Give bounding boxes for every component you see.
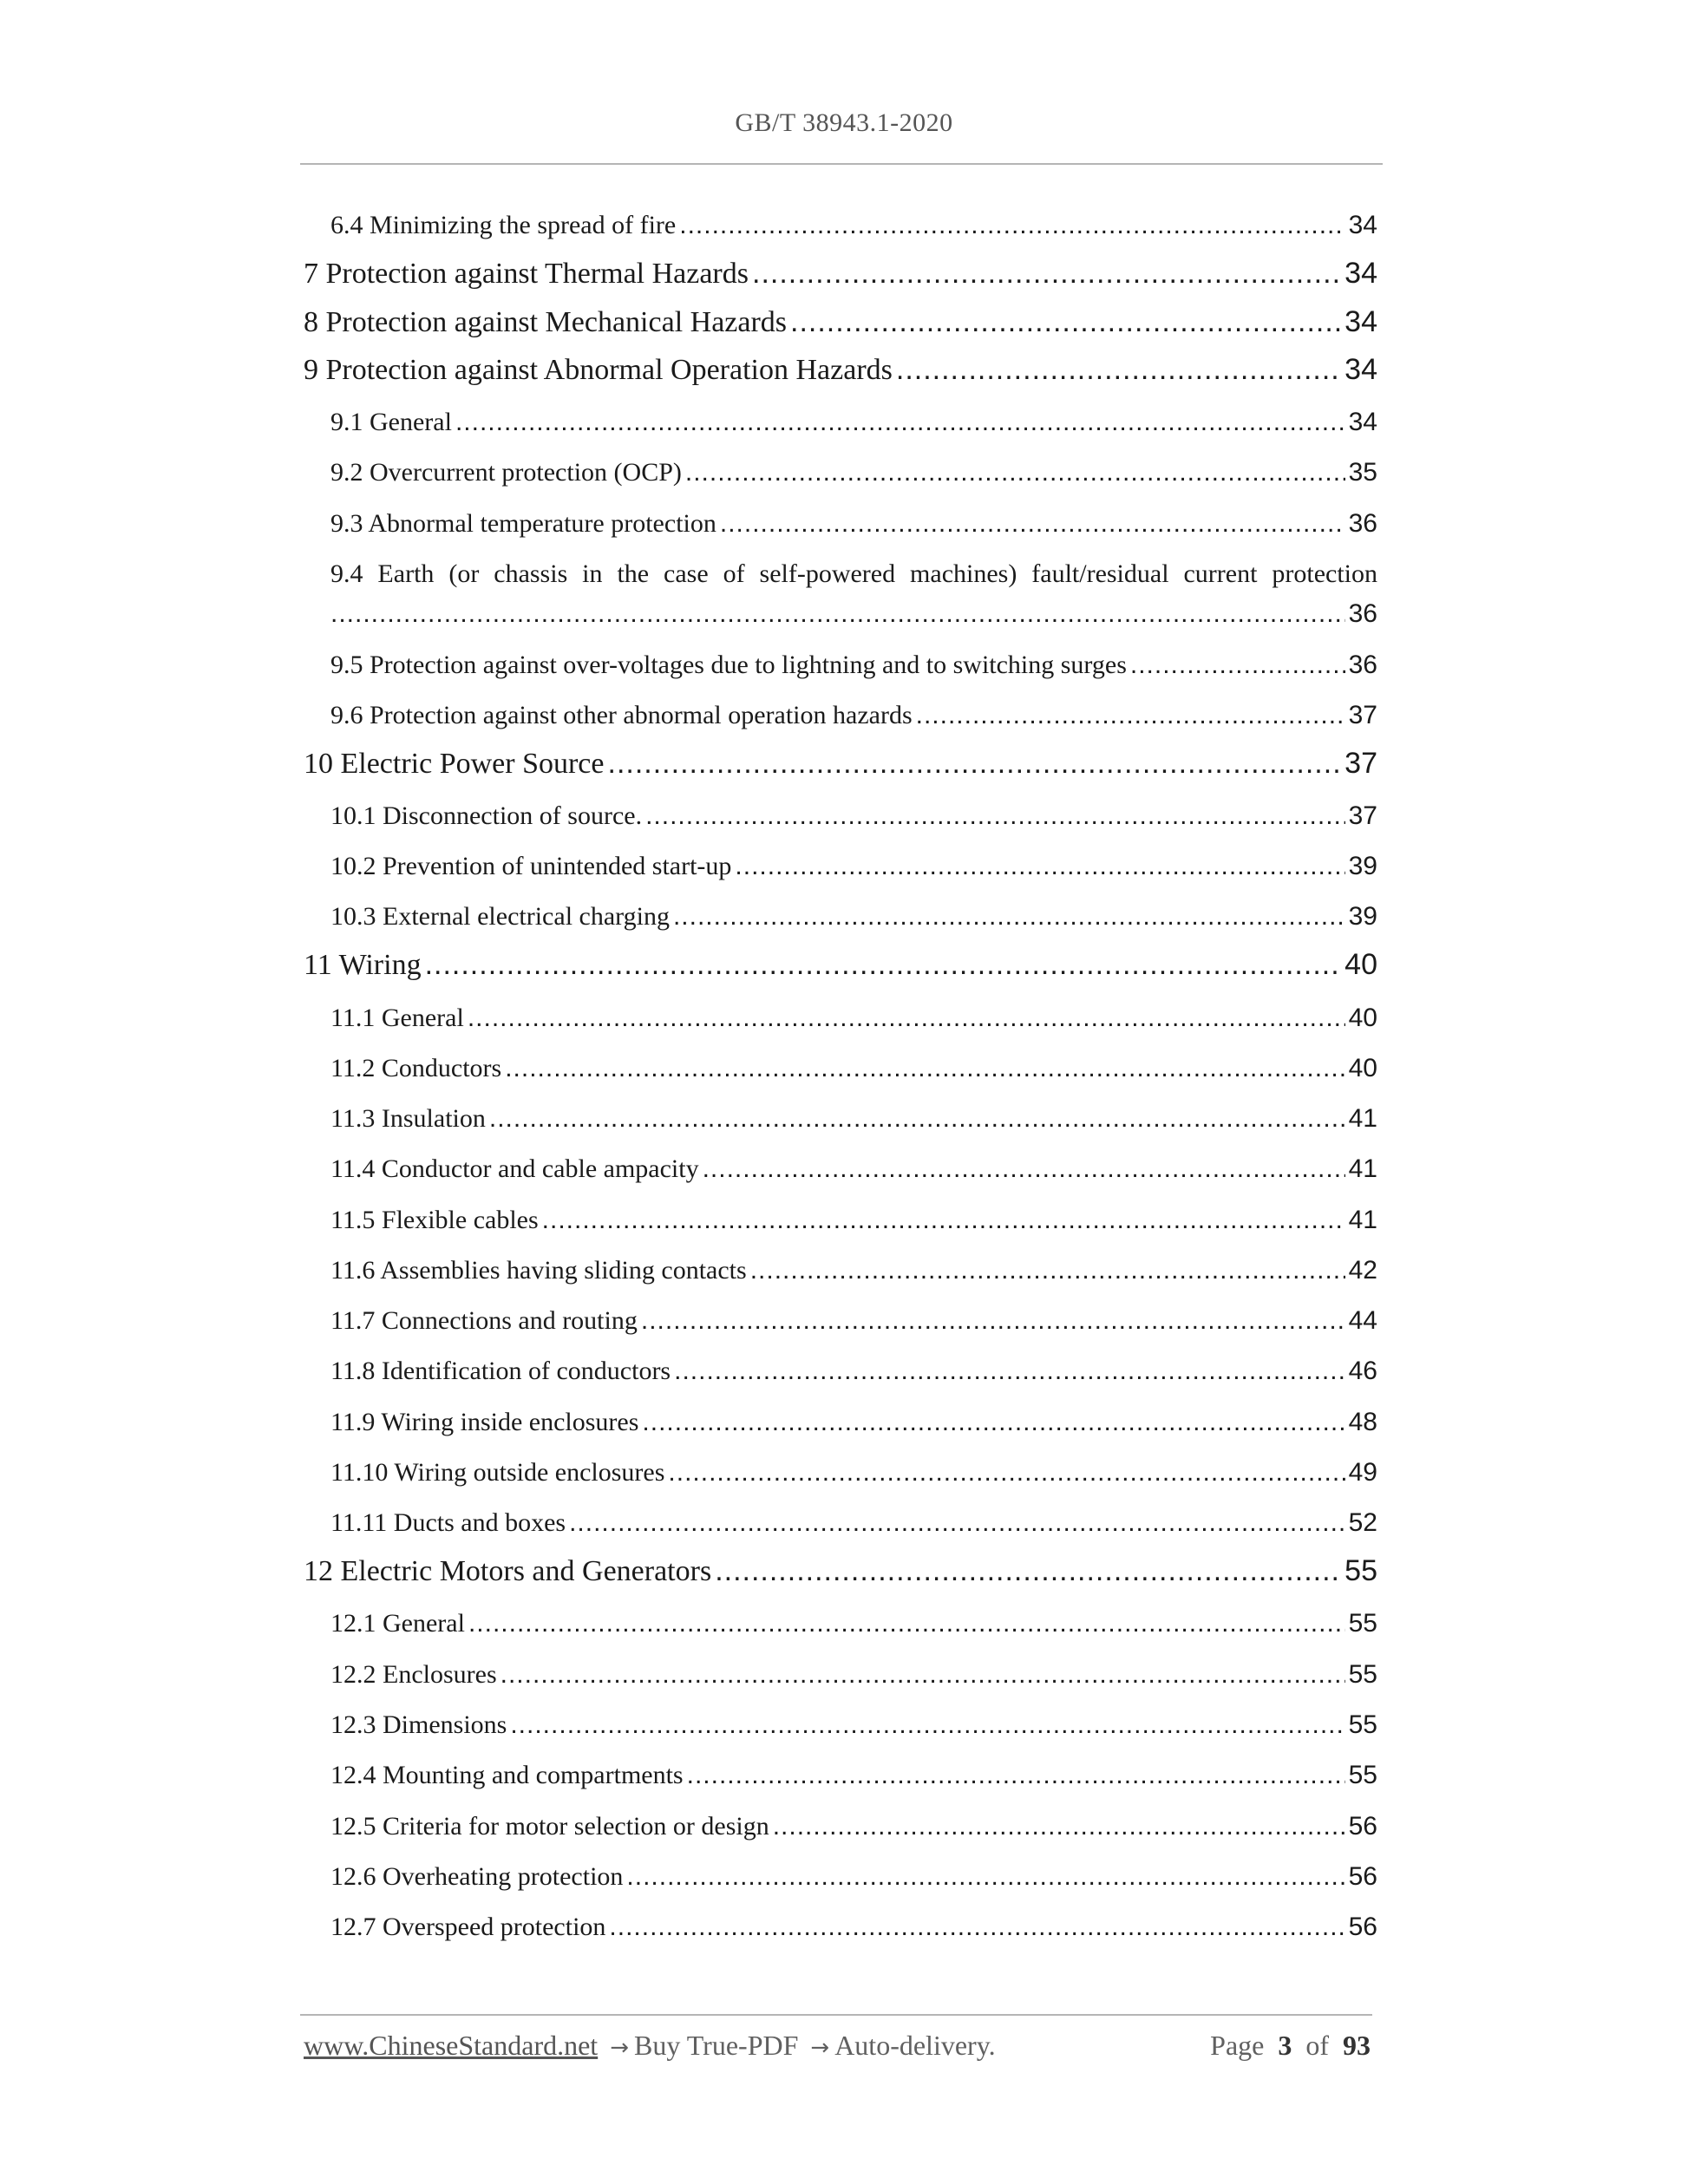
toc-entry-page: 34 (1345, 305, 1377, 338)
toc-entry-label: 9.3 Abnormal temperature protection (330, 509, 716, 538)
dot-leader (609, 1913, 1345, 1942)
toc-entry[interactable] (304, 852, 1377, 881)
toc-entry-label: 12.1 General (330, 1609, 465, 1638)
toc-entry[interactable] (304, 701, 1377, 730)
dot-leader (642, 1408, 1345, 1437)
page-word: Page (1210, 2030, 1265, 2061)
toc-entry[interactable] (304, 257, 1377, 291)
toc-entry-label: 10.3 External electrical charging (330, 902, 670, 931)
page-indicator (1210, 2030, 1371, 2062)
toc-entry-page: 56 (1348, 1913, 1377, 1941)
dot-leader (608, 747, 1342, 781)
toc-entry[interactable] (304, 353, 1377, 387)
dot-leader (468, 1004, 1345, 1033)
toc-entry-label: 11.1 General (330, 1004, 464, 1032)
toc-entry-page: 44 (1348, 1306, 1377, 1335)
toc-entry-page: 41 (1348, 1104, 1377, 1133)
toc-entry-page: 37 (1348, 701, 1377, 729)
toc-entry[interactable] (304, 1206, 1377, 1235)
toc-entry-page: 40 (1348, 1054, 1377, 1082)
dot-leader (668, 1458, 1345, 1488)
toc-entry-label: 12.3 Dimensions (330, 1710, 507, 1739)
toc-entry-label: 11.8 Identification of conductors (330, 1357, 671, 1385)
auto-delivery-text: Auto-delivery. (834, 2030, 996, 2061)
toc-entry-page: 39 (1348, 902, 1377, 931)
toc-entry-label: 8 Protection against Mechanical Hazards (304, 306, 788, 338)
toc-entry-page: 36 (1348, 509, 1377, 538)
toc-entry[interactable] (304, 1761, 1377, 1790)
toc-entry-page: 37 (1348, 801, 1377, 830)
arrow-right-icon: → (810, 2035, 830, 2061)
toc-entry-continuation[interactable] (304, 599, 1377, 629)
dot-leader (330, 599, 1345, 629)
toc-entry-page: 40 (1345, 948, 1377, 981)
dot-leader (468, 1609, 1345, 1638)
toc-entry-page: 55 (1348, 1609, 1377, 1638)
toc-entry-page: 55 (1348, 1761, 1377, 1789)
toc-entry[interactable] (304, 458, 1377, 487)
toc-entry-label: 9.5 Protection against over-voltages due to lightning and to switching surges (330, 651, 1127, 679)
dot-leader (750, 1256, 1345, 1285)
dot-leader (1130, 651, 1345, 680)
dot-leader (626, 1862, 1345, 1892)
dot-leader (501, 1660, 1345, 1690)
dot-leader (715, 1554, 1341, 1588)
toc-entry-label: 11.9 Wiring inside enclosures (330, 1408, 639, 1436)
toc-entry[interactable] (304, 1812, 1377, 1841)
dot-leader (542, 1206, 1345, 1235)
toc-entry-label: 11.6 Assemblies having sliding contacts (330, 1256, 747, 1285)
toc-entry[interactable] (304, 1554, 1377, 1588)
toc-entry[interactable] (304, 1104, 1377, 1134)
dot-leader (645, 801, 1345, 831)
toc-entry-page: 41 (1348, 1154, 1377, 1183)
toc-entry-page: 46 (1348, 1357, 1377, 1385)
toc-entry-page: 55 (1348, 1660, 1377, 1689)
toc-entry[interactable] (304, 1357, 1377, 1386)
toc-entry-label-wrapped[interactable]: 9.4 Earth (or chassis in the case of self-powered machines) fault/residual current protection (330, 559, 1377, 588)
dot-leader (679, 211, 1345, 240)
toc-entry[interactable] (304, 1408, 1377, 1437)
toc-entry[interactable] (304, 1004, 1377, 1033)
toc-entry-page: 49 (1348, 1458, 1377, 1487)
toc-entry-label: 11.11 Ducts and boxes (330, 1508, 566, 1537)
toc-entry-page: 55 (1348, 1710, 1377, 1739)
toc-entry[interactable] (304, 1256, 1377, 1285)
dot-leader (455, 408, 1345, 437)
toc-entry-label: 12.6 Overheating protection (330, 1862, 624, 1891)
toc-entry-page: 55 (1345, 1554, 1377, 1587)
toc-entry-page: 34 (1345, 257, 1377, 290)
toc-entry-page: 42 (1348, 1256, 1377, 1285)
toc-entry[interactable] (304, 1862, 1377, 1892)
site-link[interactable]: www.ChineseStandard.net (304, 2030, 599, 2061)
dot-leader (687, 1761, 1345, 1790)
toc-entry-page: 41 (1348, 1206, 1377, 1234)
dot-leader (674, 1357, 1345, 1386)
dot-leader (752, 257, 1341, 291)
toc-entry-label: 12.7 Overspeed protection (330, 1913, 606, 1941)
toc-entry-page: 48 (1348, 1408, 1377, 1436)
toc-entry-page: 34 (1348, 408, 1377, 436)
toc-entry-page: 52 (1348, 1508, 1377, 1537)
toc-entry-label: 11.3 Insulation (330, 1104, 486, 1133)
toc-entry[interactable] (304, 948, 1377, 982)
toc-entry[interactable] (304, 1306, 1377, 1336)
dot-leader (896, 353, 1341, 387)
toc-entry-label: 9 Protection against Abnormal Operation Hazards (304, 354, 893, 386)
toc-entry[interactable] (304, 1609, 1377, 1638)
toc-entry-label: 10.1 Disconnection of source. (330, 801, 643, 830)
page-of: of (1305, 2030, 1329, 2061)
toc-entry[interactable] (304, 1154, 1377, 1184)
dot-leader (773, 1812, 1345, 1841)
toc-entry-page: 34 (1345, 353, 1377, 386)
toc-entry-label: 12.4 Mounting and compartments (330, 1761, 684, 1789)
toc-entry-label: 11.4 Conductor and cable ampacity (330, 1154, 699, 1183)
dot-leader (790, 305, 1341, 339)
toc-entry-label: 11.5 Flexible cables (330, 1206, 539, 1234)
buy-true-pdf-text: Buy True-PDF (633, 2030, 799, 2061)
toc-entry[interactable] (304, 801, 1377, 831)
dot-leader (425, 948, 1342, 982)
toc-entry[interactable] (304, 1054, 1377, 1083)
dot-leader (569, 1508, 1345, 1538)
toc-entry[interactable] (304, 1508, 1377, 1538)
toc-entry-page: 40 (1348, 1004, 1377, 1032)
toc-entry-page: 56 (1348, 1812, 1377, 1841)
document-id-header: GB/T 38943.1-2020 (735, 108, 953, 137)
toc-entry[interactable] (304, 1710, 1377, 1740)
dot-leader (641, 1306, 1345, 1336)
toc-entry-page: 37 (1345, 747, 1377, 780)
toc-entry-page: 34 (1348, 211, 1377, 239)
toc-entry[interactable] (304, 902, 1377, 932)
dot-leader (505, 1054, 1345, 1083)
toc-entry[interactable] (304, 305, 1377, 339)
toc-entry-label: 10.2 Prevention of unintended start-up (330, 852, 732, 880)
dot-leader (685, 458, 1345, 487)
toc-entry-label: 7 Protection against Thermal Hazards (304, 258, 749, 290)
page-footer (304, 2030, 1371, 2062)
page-total: 93 (1343, 2030, 1371, 2061)
toc-entry[interactable] (304, 408, 1377, 437)
footer-divider (300, 2014, 1372, 2016)
toc-entry[interactable] (304, 651, 1377, 680)
toc-entry-label: 11.2 Conductors (330, 1054, 502, 1082)
toc-entry[interactable] (304, 1913, 1377, 1942)
toc-entry-page: 36 (1348, 651, 1377, 679)
page-current: 3 (1278, 2030, 1292, 2061)
toc-entry[interactable] (304, 1458, 1377, 1488)
toc-entry-label: 9.2 Overcurrent protection (OCP) (330, 458, 682, 487)
footer-promo (304, 2030, 996, 2062)
toc-entry-label: 12.2 Enclosures (330, 1660, 497, 1689)
toc-entry[interactable] (304, 211, 1377, 240)
dot-leader (703, 1154, 1345, 1184)
toc-entry-page: 36 (1348, 599, 1377, 628)
toc-entry-page: 35 (1348, 458, 1377, 487)
toc-entry-label: 11.10 Wiring outside enclosures (330, 1458, 665, 1487)
dot-leader (720, 509, 1345, 539)
toc-entry[interactable] (304, 1660, 1377, 1690)
dot-leader (916, 701, 1345, 730)
toc-entry[interactable] (304, 747, 1377, 781)
dot-leader (510, 1710, 1345, 1740)
toc-entry-label: 10 Electric Power Source (304, 748, 605, 780)
dot-leader (735, 852, 1345, 881)
toc-entry-label: 11.7 Connections and routing (330, 1306, 638, 1335)
dot-leader (489, 1104, 1345, 1134)
toc-entry-label: 11 Wiring (304, 949, 422, 981)
toc-entry-label: 12 Electric Motors and Generators (304, 1555, 712, 1587)
toc-entry-page: 39 (1348, 852, 1377, 880)
toc-entry-label: 9.6 Protection against other abnormal operation hazards (330, 701, 913, 729)
toc-entry-page: 56 (1348, 1862, 1377, 1891)
toc-entry-label: 9.1 General (330, 408, 452, 436)
toc-entry-label: 6.4 Minimizing the spread of fire (330, 211, 677, 239)
toc-entry-label: 12.5 Criteria for motor selection or design (330, 1812, 769, 1841)
arrow-right-icon: → (610, 2035, 629, 2061)
toc-entry[interactable] (304, 509, 1377, 539)
dot-leader (673, 902, 1345, 932)
